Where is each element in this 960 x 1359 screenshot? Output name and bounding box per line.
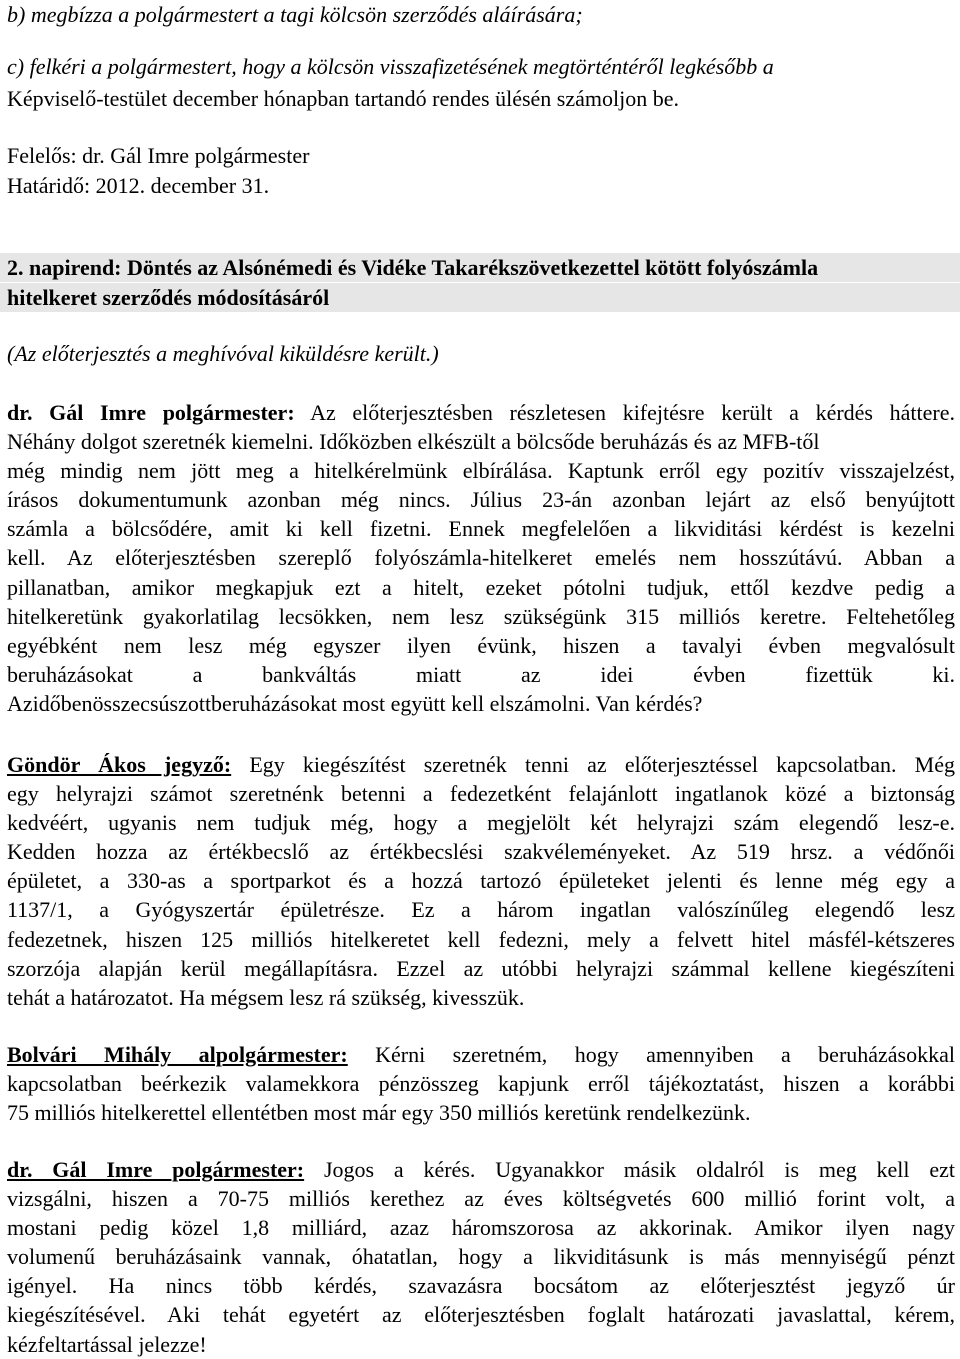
speech-line: még mindig nem jött meg a hitelkérelmünk elbírálása. Kaptunk erről egy pozitív visszajelzést, [7, 458, 955, 484]
speech-line: kapcsolatban beérkezik valamekkora pénzösszeg kapjunk erről tájékoztatást, hiszen a korábbi [7, 1071, 955, 1097]
speech-line: 75 milliós hitelkerettel ellentétben most már egy 350 milliós keretünk rendelkezünk. [7, 1100, 751, 1126]
speech-line: kézfeltartással jelezze! [7, 1331, 207, 1357]
speech-line: tehát a határozatot. Ha mégsem lesz rá szükség, kivesszük. [7, 984, 525, 1010]
speech-line: kedvéért, ugyanis nem tudjuk még, hogy a megjelölt két helyrajzi szám elegendő lesz-e. [7, 810, 955, 836]
speech-line: igényel. Ha nincs több kérdés, szavazásra bocsátom az előterjesztést jegyző úr [7, 1273, 955, 1299]
speaker-name: Göndör Ákos jegyző: [7, 752, 232, 777]
speech-line: beruházásokat a bankváltás miatt az idei évben fizettük ki. [7, 661, 955, 687]
speech-line: Azidőbenösszecsúszottberuházásokat most együtt kell elszámolni. Van kérdés? [7, 690, 703, 716]
speech-line: 1137/1, a Gyógyszertár épületrésze. Ez a három ingatlan valószínűleg elegendő lesz [7, 897, 955, 923]
agenda-heading-line-1: 2. napirend: Döntés az Alsónémedi és Vidéke Takarékszövetkezettel kötött folyószámla [0, 253, 960, 282]
speech-line: fedezetnek, hiszen 125 milliós hitelkeretet kell fedezni, mely a felvett hitel másfél-kétszeres [7, 926, 955, 952]
speech-line: volumenű beruházásaink vannak, óhatatlan, hogy a likviditásunk is más mennyiségű pénzt [7, 1244, 955, 1270]
speech-deputy-mayor [7, 1040, 955, 1127]
speaker-name: Bolvári Mihály alpolgármester: [7, 1042, 348, 1067]
speech-line: számla a bölcsődére, amit ki kell fizetni. Ennek megfelelően a likviditási kérdést is kezelni [7, 516, 955, 542]
speech-line: Bolvári Mihály alpolgármester: Kérni szeretném, hogy amennyiben a beruházásokkal [7, 1042, 955, 1067]
resolution-item-c-line-1: c) felkéri a polgármestert, hogy a kölcsön visszafizetésének megtörténtéről legkésőbb a [7, 54, 774, 79]
speech-line: dr. Gál Imre polgármester: Az előterjesztésben részletesen kifejtésre került a kérdés háttere. [7, 400, 955, 425]
speech-mayor-1 [7, 398, 955, 718]
speech-line: mostani pedig közel 1,8 milliárd, azaz háromszorosa az akkorinak. Amikor ilyen nagy [7, 1215, 955, 1241]
speech-line: hitelkeretünk gyakorlatilag lecsökken, nem lesz szükségünk 315 milliós keretre. Feltehetőleg [7, 603, 955, 629]
speech-line: szorzója alapján kerül megállapításra. Ezzel az utóbbi helyrajzi számmal kellene kiegészíteni [7, 955, 955, 981]
speech-line: egy helyrajzi számot szeretnénk betenni a fedezetként felajánlott ingatlanok közé a biztonság [7, 781, 955, 807]
speech-line: kell. Az előterjesztésben szereplő folyószámla-hitelkeret emelés nem hosszútávú. Abban a [7, 545, 955, 571]
speaker-name: dr. Gál Imre polgármester: [7, 1157, 305, 1182]
speech-line: írásos dokumentumunk azonban még nincs. Július 23-án azonban lejárt az első benyújtott [7, 487, 955, 513]
agenda-heading-line-2: hitelkeret szerződés módosításáról [0, 283, 960, 312]
speech-line: Kedden hozza az értékbecslő az értékbecslési szakvéleményeket. Az 519 hrsz. a védőnői [7, 839, 955, 865]
speech-mayor-2 [7, 1155, 955, 1359]
speech-line: vizsgálni, hiszen a 70-75 milliós kerethez az éves költségvetés 600 millió forint volt, a [7, 1186, 955, 1212]
speech-notary [7, 750, 955, 1012]
deadline: Határidő: 2012. december 31. [7, 173, 270, 198]
speech-line: épületet, a 330-as a sportparkot és a hozzá tartozó épületeket jelenti és lenne még egy a [7, 868, 955, 894]
speech-line: egyébként nem lesz még egyszer ilyen évünk, hiszen a tavalyi évben megvalósult [7, 632, 955, 658]
speech-line: Göndör Ákos jegyző: Egy kiegészítést szeretnék tenni az előterjesztéssel kapcsolatban. Még [7, 752, 955, 777]
speech-line: pillanatban, amikor megkapjuk ezt a hitelt, ezeket pótolni tudjuk, ettől kezdve pedig a [7, 574, 955, 600]
agenda-note: (Az előterjesztés a meghívóval kiküldésre került.) [7, 341, 439, 366]
responsible-person: Felelős: dr. Gál Imre polgármester [7, 143, 310, 168]
speech-line: kiegészítésével. Aki tehát egyetért az előterjesztésben foglalt határozati javaslattal, kérem, [7, 1302, 955, 1328]
speaker-name: dr. Gál Imre polgármester: [7, 400, 295, 425]
resolution-item-c-line-2: Képviselő-testület december hónapban tartandó rendes ülésén számoljon be. [7, 86, 679, 111]
speech-line: Néhány dolgot szeretnék kiemelni. Időközben elkészült a bölcsőde beruházás és az MFB-től [7, 429, 820, 455]
speech-line: dr. Gál Imre polgármester: Jogos a kérés. Ugyanakkor másik oldalról is meg kell ezt [7, 1157, 955, 1182]
resolution-item-b: b) megbízza a polgármestert a tagi kölcsön szerződés aláírására; [7, 2, 583, 27]
